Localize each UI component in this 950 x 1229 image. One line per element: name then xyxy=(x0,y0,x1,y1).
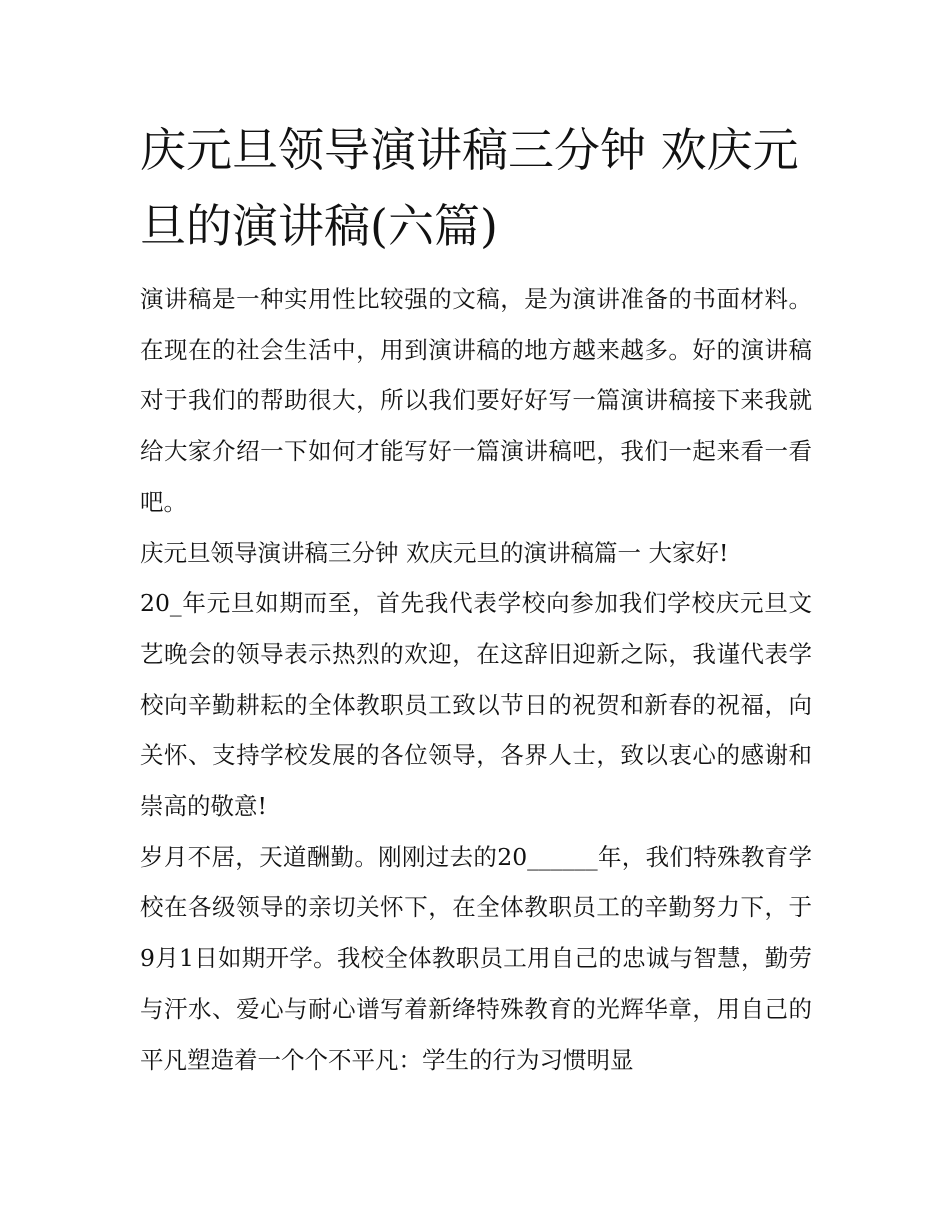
document-body xyxy=(140,274,812,1085)
paragraph-intro: 演讲稿是一种实用性比较强的文稿，是为演讲准备的书面材料。在现在的社会生活中，用到演讲稿的地方越来越多。好的演讲稿对于我们的帮助很大，所以我们要好好写一篇演讲稿接下来我就给大家介绍一下如何才能写好一篇演讲稿吧，我们一起来看一看吧。 xyxy=(140,285,812,516)
paragraph-section-heading: 庆元旦领导演讲稿三分钟 欢庆元旦的演讲稿篇一 大家好! xyxy=(140,538,729,567)
document-title: 庆元旦领导演讲稿三分钟 欢庆元旦的演讲稿(六篇) xyxy=(140,123,799,253)
document-page xyxy=(140,112,812,1085)
paragraph-greeting: 20_年元旦如期而至，首先我代表学校向参加我们学校庆元旦文艺晚会的领导表示热烈的欢迎，在这辞旧迎新之际，我谨代表学校向辛勤耕耘的全体教职员工致以节日的祝贺和新春的祝福，向关怀、支持学校发展的各位领导，各界人士，致以衷心的感谢和崇高的敬意! xyxy=(140,589,812,821)
paragraph-review: 岁月不居，天道酬勤。刚刚过去的20______年，我们特殊教育学校在各级领导的亲切关怀下，在全体教职员工的辛勤努力下，于9月1日如期开学。我校全体教职员工用自己的忠诚与智慧，勤劳与汗水、爱心与耐心谱写着新绛特殊教育的光辉华章，用自己的平凡塑造着一个个不平凡：学生的行为习惯明显 xyxy=(140,842,812,1074)
